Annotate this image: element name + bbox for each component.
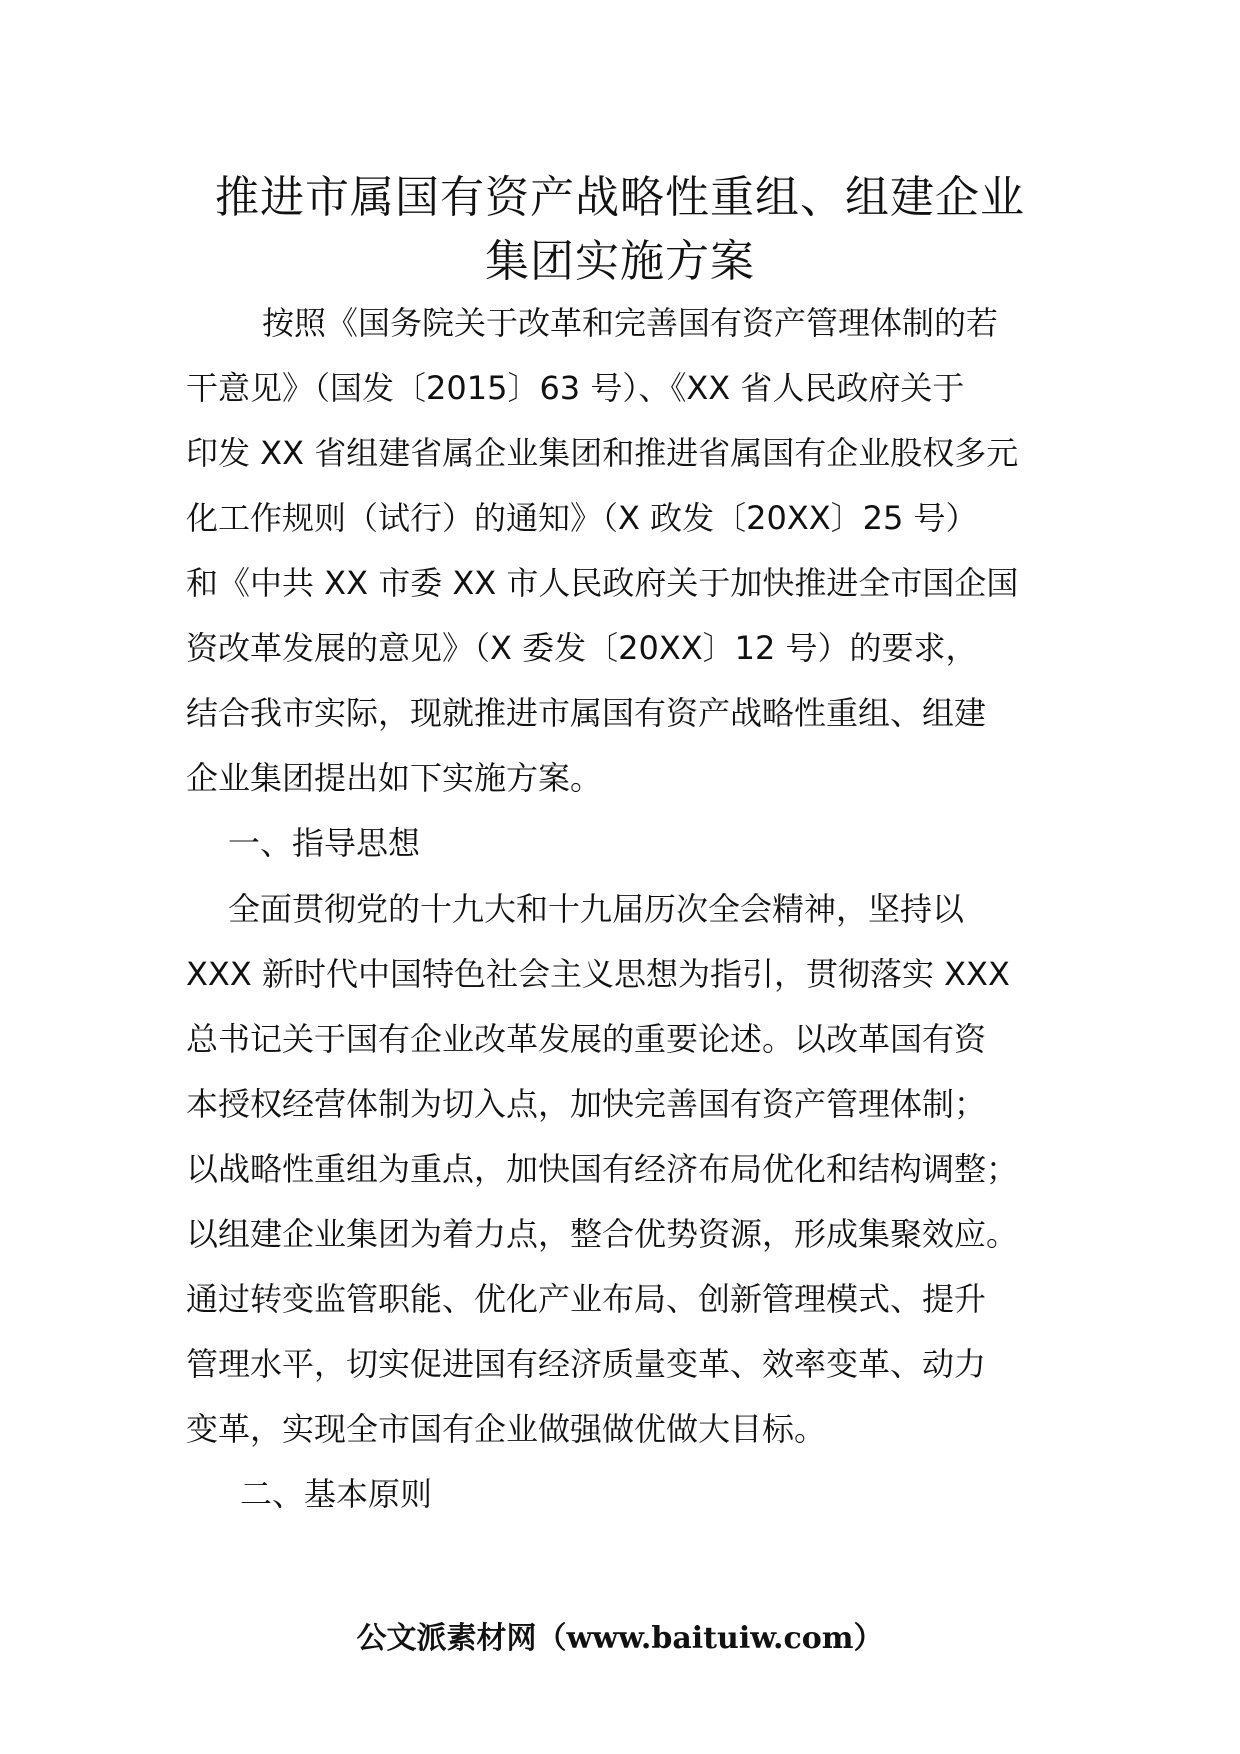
section-heading-2: 二、基本原则 [240,1475,433,1513]
paragraph-line: 本授权经营体制为切入点，加快完善国有资产管理体制； [186,1085,987,1123]
paragraph-line: 全面贯彻党的十九大和十九届历次全会精神，坚持以 [228,890,965,928]
paragraph-line: 以战略性重组为重点，加快国有经济布局优化和结构调整； [186,1150,1019,1188]
document-title-line-1: 推进市属国有资产战略性重组、组建企业 [215,172,1025,223]
paragraph-line: 化工作规则（试行）的通知》（X 政发〔20XX〕25 号） [186,499,978,537]
paragraph-line: 总书记关于国有企业改革发展的重要论述。以改革国有资 [186,1020,987,1058]
paragraph-line: 印发 XX 省组建省属企业集团和推进省属国有企业股权多元 [186,434,1019,472]
document-title-line-2: 集团实施方案 [485,236,755,287]
paragraph-line: XXX 新时代中国特色社会主义思想为指引，贯彻落实 XXX [186,955,1010,993]
paragraph-line: 资改革发展的意见》（X 委发〔20XX〕12 号）的要求， [186,629,978,667]
paragraph-line: 变革，实现全市国有企业做强做优做大目标。 [186,1410,827,1448]
paragraph-line: 企业集团提出如下实施方案。 [186,759,603,797]
paragraph-line: 和《中共 XX 市委 XX 市人民政府关于加快推进全市国企国 [186,564,1019,602]
paragraph-line: 结合我市实际，现就推进市属国有资产战略性重组、组建 [186,694,987,732]
paragraph-line: 按照《国务院关于改革和完善国有资产管理体制的若 [262,304,999,342]
paragraph-line: 通过转变监管职能、优化产业布局、创新管理模式、提升 [186,1280,987,1318]
section-heading-1: 一、指导思想 [228,824,421,862]
footer-watermark-text: 公文派素材网（www.baituiw.com） [356,1621,884,1656]
paragraph-line: 管理水平，切实促进国有经济质量变革、效率变革、动力 [186,1345,987,1383]
paragraph-line: 以组建企业集团为着力点，整合优势资源，形成集聚效应。 [186,1215,1019,1253]
paragraph-line: 干意见》（国发〔2015〕63 号）、《XX 省人民政府关于 [186,369,965,407]
